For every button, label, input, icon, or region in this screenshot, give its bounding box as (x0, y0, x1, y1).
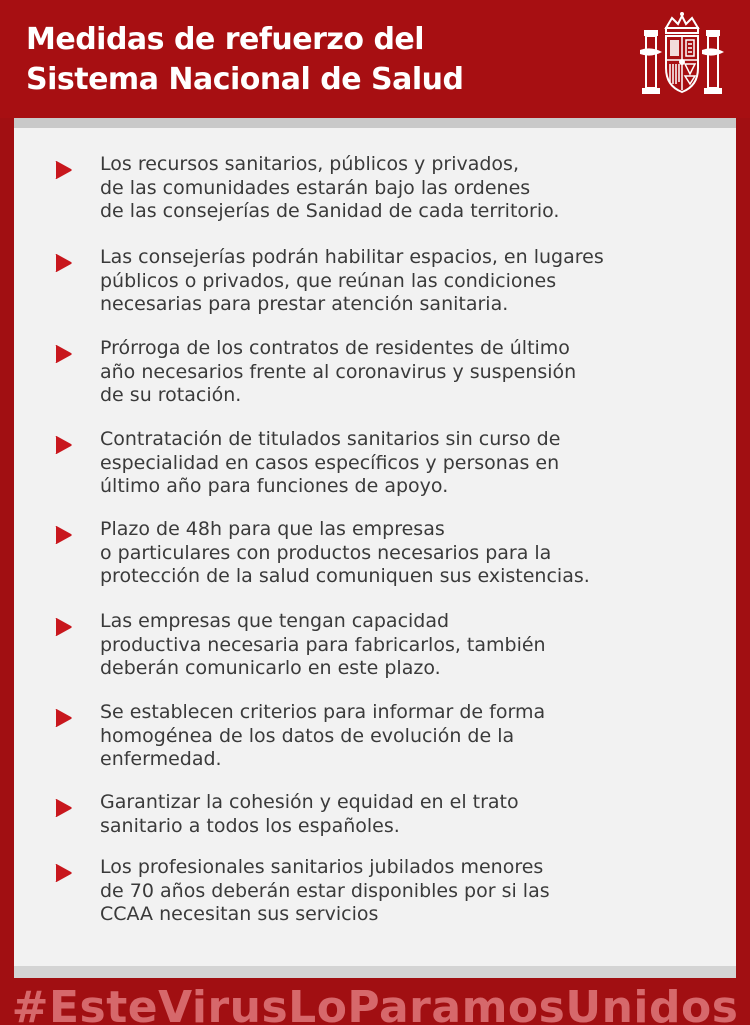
item-text: Las consejerías podrán habilitar espacios, en lugares públicos o privados, que reúnan las condiciones necesarias para prestar atención sanitaria. (100, 246, 604, 315)
panel-bottom-edge (14, 966, 736, 978)
play-bullet-icon (52, 524, 74, 546)
title-line-2: Sistema Nacional de Salud (26, 62, 464, 97)
play-bullet-icon (52, 862, 74, 884)
title-line-1: Medidas de refuerzo del (26, 22, 425, 57)
coat-of-arms-icon (636, 10, 728, 102)
play-bullet-icon (52, 707, 74, 729)
item-text: Los recursos sanitarios, públicos y privados, de las comunidades estarán bajo las ordenes de las consejerías de Sanidad de cada territorio. (100, 153, 560, 222)
play-bullet-icon (52, 252, 74, 274)
play-bullet-icon (52, 159, 74, 181)
page-title (26, 20, 463, 100)
panel-top-edge (14, 118, 736, 128)
item-text: Los profesionales sanitarios jubilados menores de 70 años deberán estar disponibles por si las CCAA necesitan sus servicios (100, 856, 550, 925)
campaign-hashtag: #EsteVirusLoParamosUnidos (11, 982, 739, 1025)
item-text: Las empresas que tengan capacidad productiva necesaria para fabricarlos, también deberán comunicarlo en este plazo. (100, 610, 546, 679)
item-text: Prórroga de los contratos de residentes de último año necesarios frente al coronavirus y suspensión de su rotación. (100, 337, 577, 406)
item-text: Contratación de titulados sanitarios sin curso de especialidad en casos específicos y personas en último año para funciones de apoyo. (100, 428, 561, 497)
play-bullet-icon (52, 797, 74, 819)
play-bullet-icon (52, 343, 74, 365)
content-panel (14, 128, 736, 968)
play-bullet-icon (52, 434, 74, 456)
item-text: Se establecen criterios para informar de forma homogénea de los datos de evolución de la enfermedad. (100, 701, 546, 770)
item-text: Plazo de 48h para que las empresas o particulares con productos necesarios para la protección de la salud comuniquen sus existencias. (100, 518, 590, 587)
header-banner (0, 0, 750, 118)
item-text: Garantizar la cohesión y equidad en el trato sanitario a todos los españoles. (100, 791, 519, 837)
play-bullet-icon (52, 616, 74, 638)
